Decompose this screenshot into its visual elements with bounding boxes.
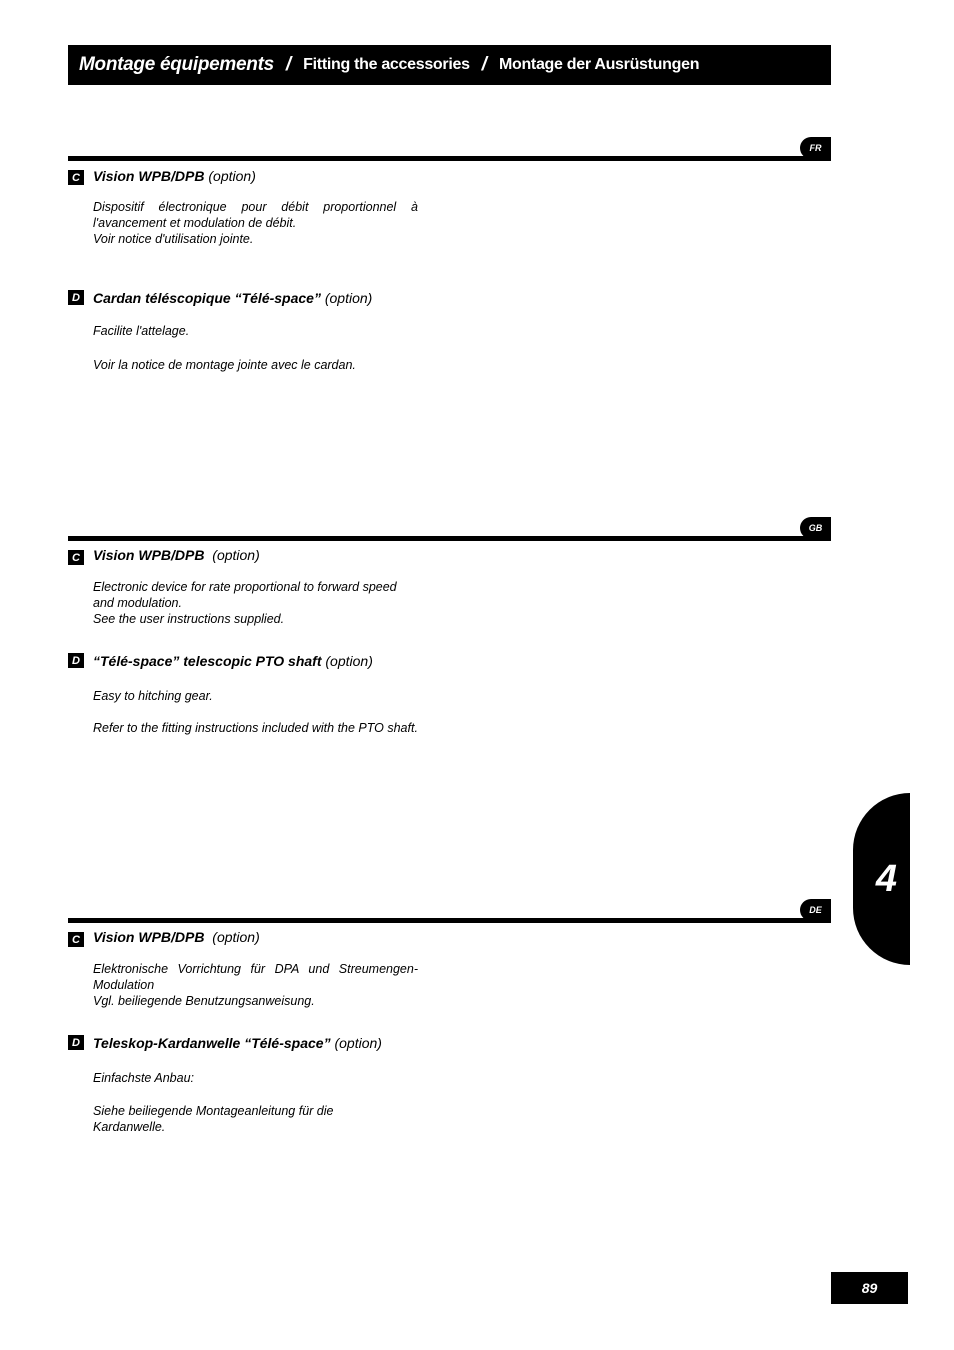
header-title-gb: Fitting the accessories: [303, 56, 470, 73]
header-separator: /: [481, 54, 487, 75]
chapter-number: 4: [875, 857, 898, 900]
item-paragraph: Easy to hitching gear.: [93, 689, 213, 703]
language-tab-gb: GB: [800, 517, 831, 539]
item-title: “Télé-space” telescopic PTO shaft (option): [93, 653, 373, 669]
item-paragraph: Voir la notice de montage jointe avec le cardan.: [93, 358, 356, 372]
page-header: [68, 45, 831, 85]
item-letter-d: D: [68, 290, 84, 305]
section-rule: [68, 536, 831, 541]
item-letter-c: C: [68, 932, 84, 947]
item-description: Electronic device for rate proportional to forward speed and modulation. See the user instructions supplied.: [93, 580, 397, 626]
item-description: Dispositif électronique pour débit proportionnel à l'avancement et modulation de débit. Voir notice d'utilisation jointe.: [93, 200, 418, 246]
header-title-fr: Montage équipements: [79, 54, 274, 75]
section-rule: [68, 918, 831, 923]
header-title-de: Montage der Ausrüstungen: [498, 56, 700, 73]
language-tab-de: DE: [800, 899, 831, 921]
item-letter-c: C: [68, 550, 84, 565]
chapter-tab: [853, 793, 910, 965]
item-paragraph: Facilite l'attelage.: [93, 324, 190, 338]
item-paragraph: Siehe beiliegende Montageanleitung für die Kardanwelle.: [93, 1104, 334, 1134]
language-tab-fr: FR: [800, 137, 831, 159]
item-letter-d: D: [68, 653, 84, 668]
header-separator: /: [285, 54, 292, 75]
item-title: Vision WPB/DPB (option): [93, 547, 260, 563]
item-letter-d: D: [68, 1035, 84, 1050]
item-title: Teleskop-Kardanwelle “Télé-space” (option): [93, 1035, 382, 1051]
item-letter-c: C: [68, 170, 84, 185]
item-paragraph: Refer to the fitting instructions included with the PTO shaft.: [93, 721, 418, 735]
page-number: 89: [831, 1272, 908, 1304]
item-title: Cardan téléscopique “Télé-space” (option): [93, 290, 373, 306]
item-title: Vision WPB/DPB (option): [93, 168, 256, 184]
item-paragraph: Einfachste Anbau:: [93, 1071, 194, 1085]
section-rule: [68, 156, 831, 161]
item-description: Elektronische Vorrichtung für DPA und Streumengen- Modulation Vgl. beiliegende Benutzungsanweisung.: [93, 962, 418, 1008]
item-title: Vision WPB/DPB (option): [93, 929, 260, 945]
